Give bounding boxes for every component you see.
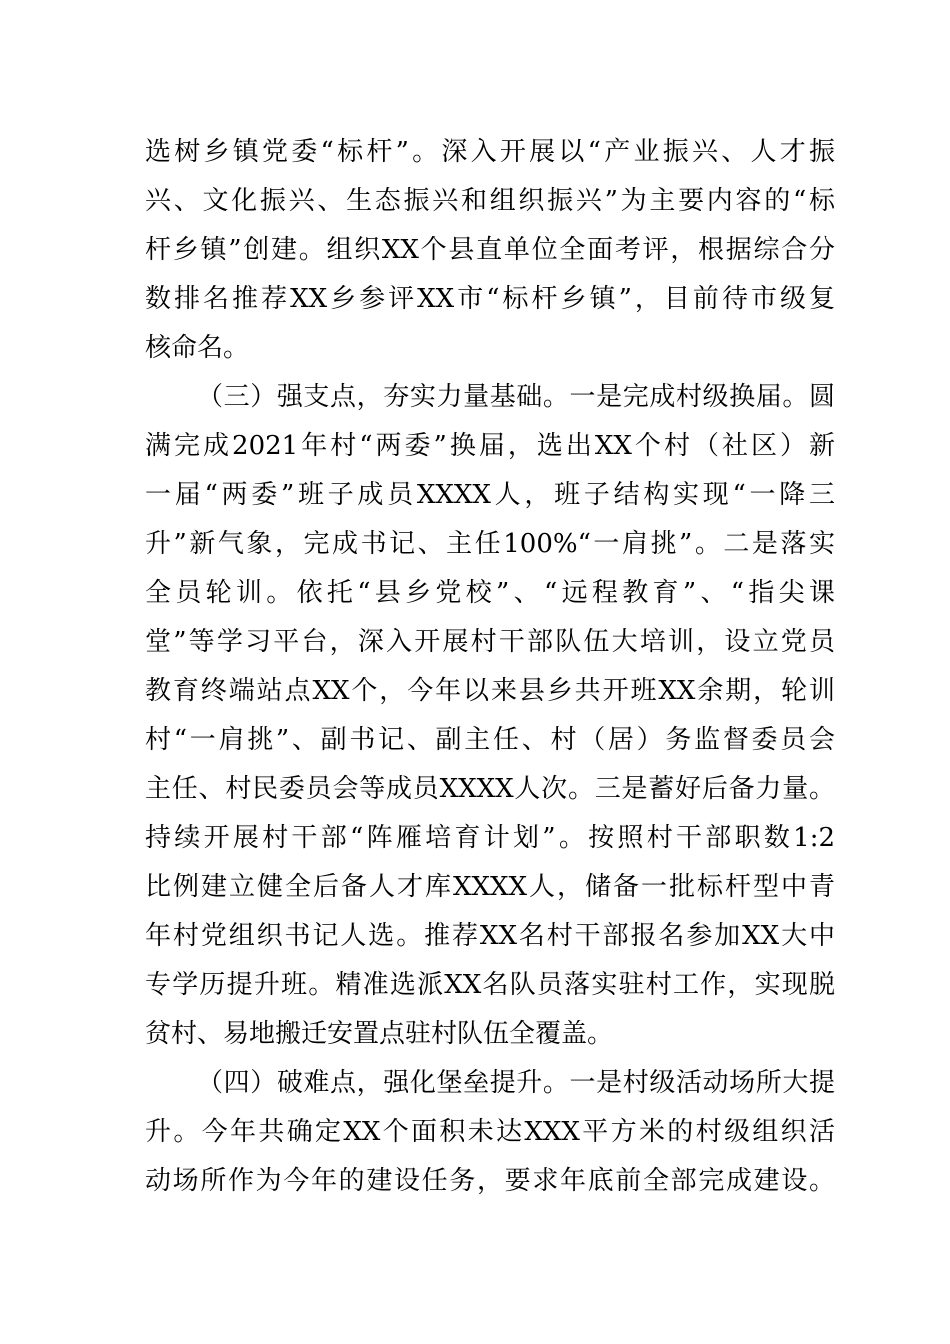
text-line: 教育终端站点XX个，今年以来县乡共开班XX余期，轮训 — [145, 676, 835, 706]
paragraph-1 — [145, 128, 835, 373]
text-line: 核命名。 — [145, 333, 250, 363]
text-line: （四）破难点，强化堡垒提升。一是村级活动场所大提 — [197, 1068, 835, 1098]
text-line: 满完成2021年村“两委”换届，选出XX个村（社区）新 — [145, 431, 835, 461]
text-line: 主任、村民委员会等成员XXXX人次。三是蓄好后备力量。 — [145, 774, 835, 804]
text-line: 村“一肩挑”、副书记、副主任、村（居）务监督委员会 — [145, 725, 835, 755]
document-body — [145, 128, 835, 1206]
paragraph-3 — [145, 1059, 835, 1206]
text-line: 升。今年共确定XX个面积未达XXX平方米的村级组织活 — [145, 1117, 835, 1147]
text-line: 全员轮训。依托“县乡党校”、“远程教育”、“指尖课 — [145, 578, 835, 608]
text-line: 一届“两委”班子成员XXXX人，班子结构实现“一降三 — [145, 480, 835, 510]
text-line: 比例建立健全后备人才库XXXX人，储备一批标杆型中青 — [145, 872, 835, 902]
text-line: 杆乡镇”创建。组织XX个县直单位全面考评，根据综合分 — [145, 235, 835, 265]
text-line: 动场所作为今年的建设任务，要求年底前全部完成建设。 — [145, 1166, 835, 1196]
text-line: 年村党组织书记人选。推荐XX名村干部报名参加XX大中 — [145, 921, 835, 951]
text-line: 兴、文化振兴、生态振兴和组织振兴”为主要内容的“标 — [145, 186, 835, 216]
text-line: 选树乡镇党委“标杆”。深入开展以“产业振兴、人才振 — [145, 137, 835, 167]
text-line: 持续开展村干部“阵雁培育计划”。按照村干部职数1:2 — [145, 823, 835, 853]
paragraph-2 — [145, 373, 835, 1059]
text-line: 专学历提升班。精准选派XX名队员落实驻村工作，实现脱 — [145, 970, 835, 1000]
text-line: 贫村、易地搬迁安置点驻村队伍全覆盖。 — [145, 1019, 614, 1049]
text-line: 堂”等学习平台，深入开展村干部队伍大培训，设立党员 — [145, 627, 835, 657]
text-line: 数排名推荐XX乡参评XX市“标杆乡镇”，目前待市级复 — [145, 284, 835, 314]
text-line: （三）强支点，夯实力量基础。一是完成村级换届。圆 — [197, 382, 835, 412]
text-line: 升”新气象，完成书记、主任100%“一肩挑”。二是落实 — [145, 529, 835, 559]
